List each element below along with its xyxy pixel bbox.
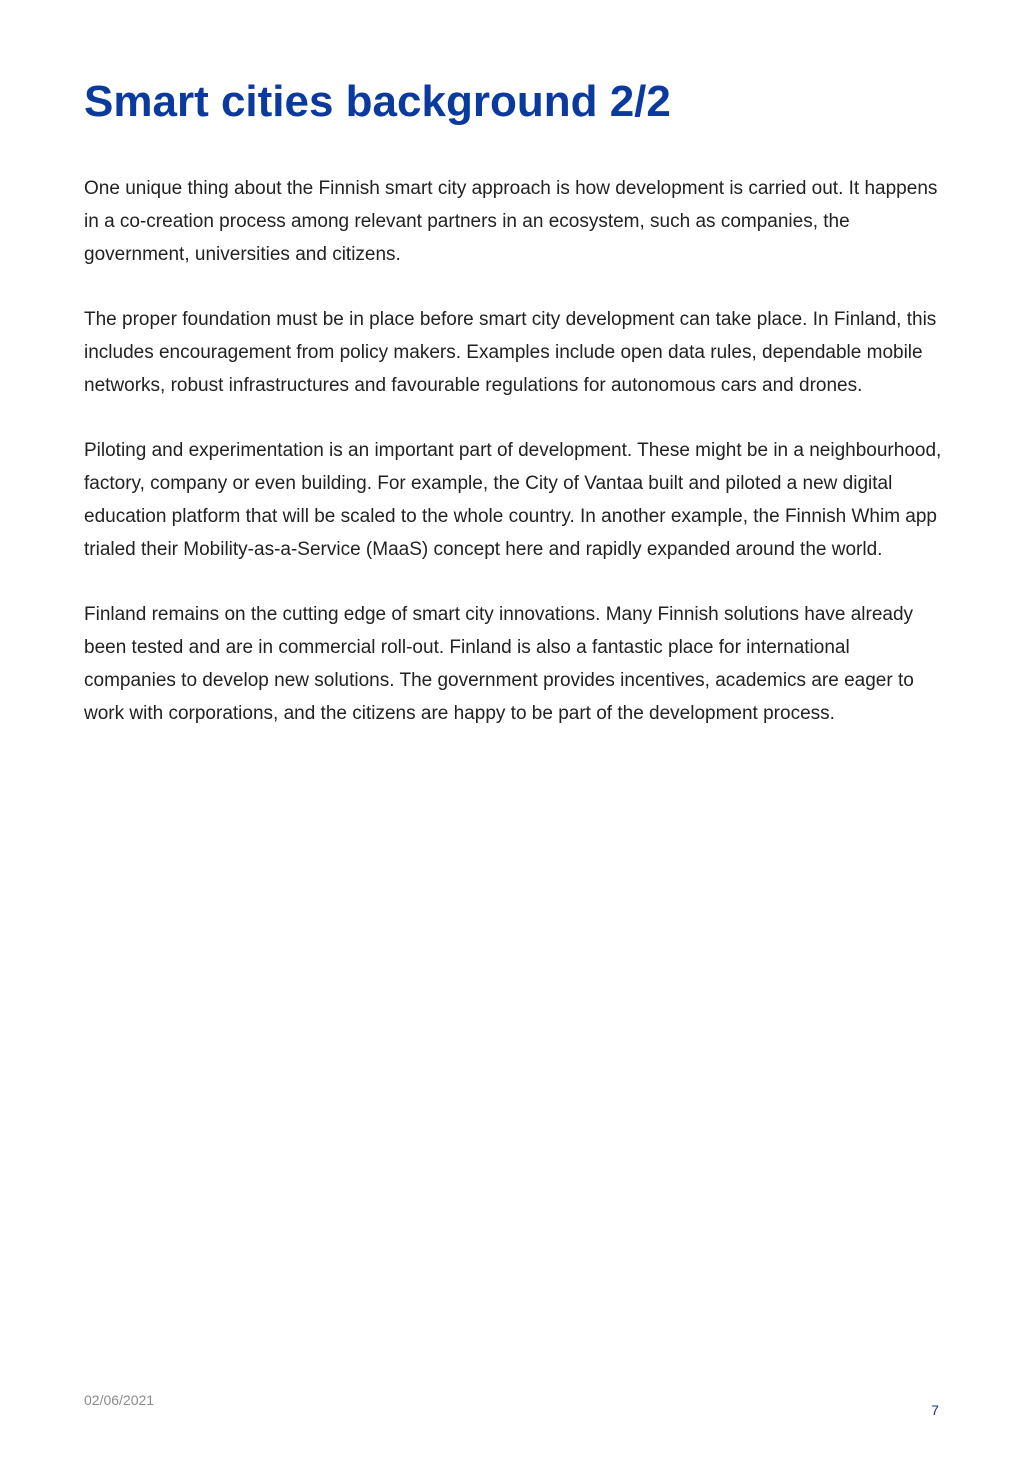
paragraph-foundation: The proper foundation must be in place before smart city development can take place. In Finland, this includes encouragement from policy makers. Examples include open data rules, dependable mobile networks, robust infrastructures and favourable regulations for autonomous cars and drones. [84, 309, 937, 396]
footer-date: 02/06/2021 [84, 1392, 155, 1408]
paragraph-innovations: Finland remains on the cutting edge of smart city innovations. Many Finnish solutions have already been tested and are in commercial roll-out. Finland is also a fantastic place for international companies to develop new solutions. The government provides incentives, academics are eager to work with corporations, and the citizens are happy to be part of the development process. [84, 604, 914, 724]
paragraph-co-creation: One unique thing about the Finnish smart city approach is how development is carried out. It happens in a co-creation process among relevant partners in an ecosystem, such as companies, the government, universities and citizens. [84, 178, 938, 265]
body-text [84, 172, 944, 762]
page-number: 7 [931, 1402, 939, 1418]
page-title: Smart cities background 2/2 [84, 77, 671, 126]
paragraph-piloting: Piloting and experimentation is an important part of development. These might be in a neighbourhood, factory, company or even building. For example, the City of Vantaa built and piloted a new digital education platform that will be scaled to the whole country. In another example, the Finnish Whim app trialed their Mobility-as-a-Service (MaaS) concept here and rapidly expanded around the world. [84, 440, 942, 560]
